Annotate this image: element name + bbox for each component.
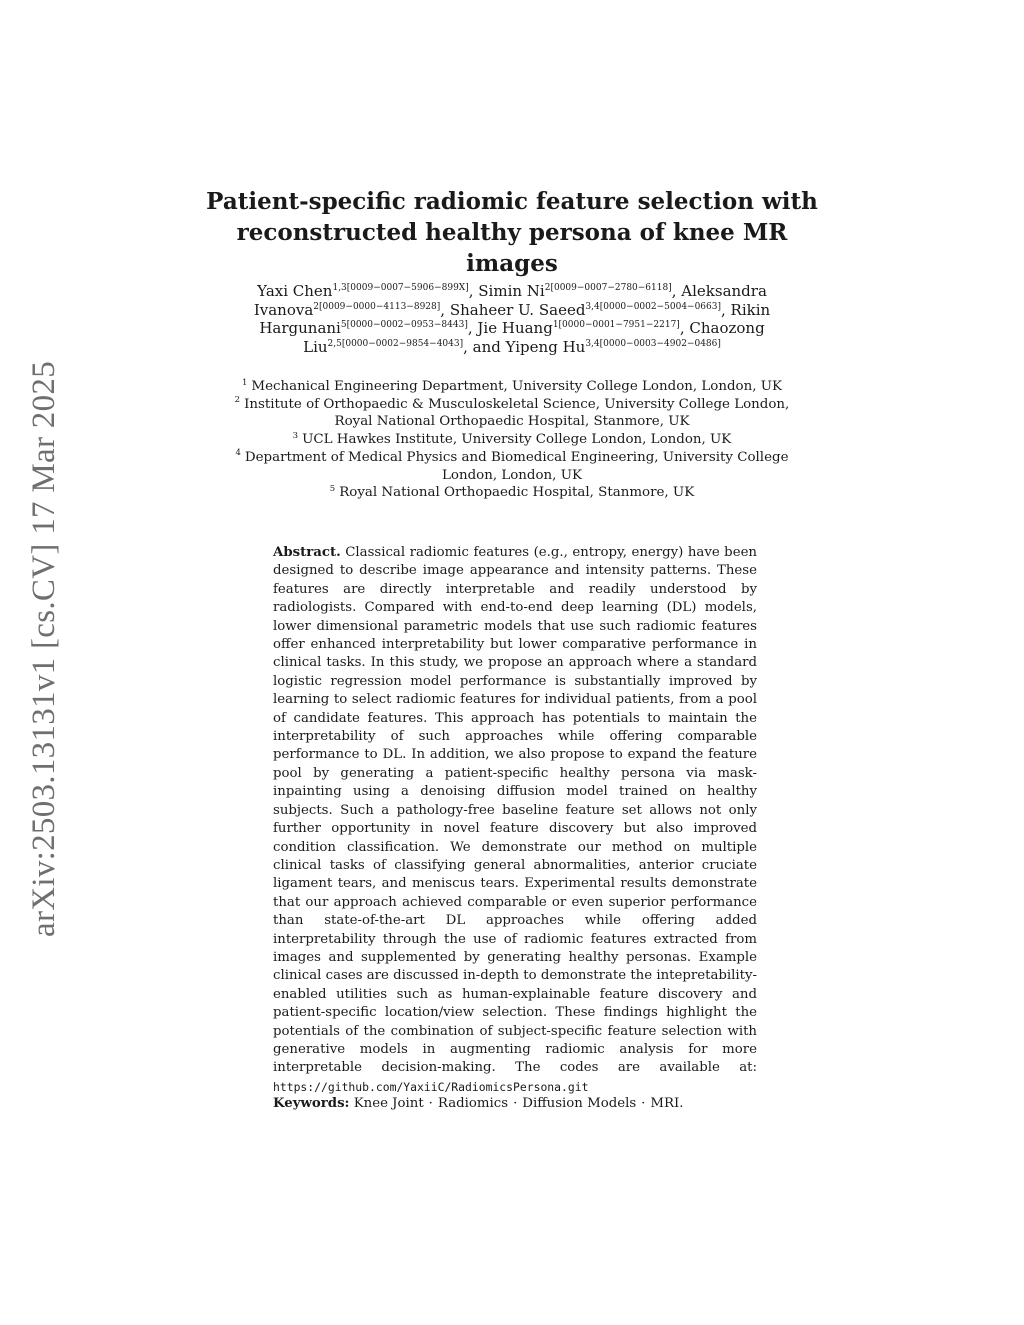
affiliation-text: Institute of Orthopaedic & Musculoskeletal Science, University College London, Royal National Orthopaedic Hospital, Stanmore, UK: [244, 396, 790, 430]
author-affiliation-marker: 1[0000−0001−7951−2217]: [552, 320, 680, 330]
affiliation-number: 2: [234, 395, 241, 406]
author-name: Shaheer U. Saeed: [449, 300, 586, 319]
author-name: Yaxi Chen: [257, 282, 333, 300]
author-name: Rikin Hargunani: [259, 300, 771, 337]
affiliation-list: [232, 378, 792, 502]
affiliation-text: Mechanical Engineering Department, University College London, London, UK: [251, 379, 783, 394]
keyword-item: Diffusion Models: [522, 1096, 637, 1111]
keywords-label: Keywords:: [273, 1096, 350, 1111]
arxiv-identifier: arXiv:2503.13131v1 [cs.CV] 17 Mar 2025: [26, 361, 62, 937]
author-name: Jie Huang: [477, 319, 553, 337]
abstract-label: Abstract.: [273, 545, 341, 560]
abstract: [273, 544, 757, 1097]
affiliation-number: 3: [292, 430, 299, 441]
affiliation-number: 4: [235, 448, 241, 459]
author-list: Yaxi Chen$^{1,3[0009-0007-5906-899X]}$, Simin $Ni^{2[0009-0007-2780-6118]}$, Aleksandra Ivanova$^{2[0009-0000-4113-8928]}$, Shaheer U. Saeed$^{3,4[0000-0002-5004-0663]}$, Rikin Hargunani$^{5[0000-0002-0953-8443]}$, Jie Huang$^{1[0000-0001-7951-2217]}$, Chaozong Liu$^{2,5[0000-0002-9854-4043]}$, and Yipeng $Hu^{3,4[0000-0003-4902-0486]}$: [253, 282, 771, 356]
author-affiliation-marker: 1,3[0009−0007−5906−899X]: [332, 283, 469, 293]
paper-title: Patient-specific radiomic feature selection with reconstructed healthy persona of knee MR images: [206, 188, 818, 277]
author-affiliation-marker: 5[0000−0002−0953−8443]: [340, 320, 468, 330]
affiliation-text: UCL Hawkes Institute, University College London, London, UK: [302, 432, 732, 448]
affiliation-item: [232, 484, 792, 502]
keywords: [273, 1095, 757, 1113]
code-repository-link[interactable]: https://github.com/YaxiiC/RadiomicsPersona.git: [273, 1079, 589, 1094]
affiliation-text: Royal National Orthopaedic Hospital, Stanmore, UK: [339, 485, 695, 501]
author-name: Simin Ni: [478, 282, 545, 300]
author-affiliation-marker: 2[0009−0000−4113−8928]: [313, 301, 441, 312]
keyword-separator: ·: [513, 1096, 518, 1111]
affiliation-item: [232, 431, 792, 449]
author-name: Aleksandra Ivanova: [253, 282, 767, 319]
affiliation-item: [232, 378, 792, 396]
author-affiliation-marker: 2,5[0000−0002−9854−4043]: [327, 338, 464, 349]
affiliation-text: Department of Medical Physics and Biomedical Engineering, University College London, London, UK: [244, 449, 789, 483]
affiliation-number: 1: [241, 377, 248, 388]
keyword-item: MRI.: [650, 1096, 684, 1111]
affiliation-item: [232, 396, 792, 431]
affiliation-number: 5: [329, 483, 336, 494]
keyword-separator: ·: [428, 1096, 433, 1111]
keyword-item: Radiomics: [437, 1096, 509, 1111]
author-name: Yipeng Hu: [505, 337, 586, 356]
keyword-item: Knee Joint: [353, 1096, 424, 1111]
author-affiliation-marker: 3,4[0000−0003−4902−0486]: [585, 338, 721, 349]
author-affiliation-marker: 3,4[0000−0002−5004−0663]: [585, 301, 721, 312]
author-affiliation-marker: 2[0009−0007−2780−6118]: [544, 283, 672, 293]
affiliation-item: [232, 449, 792, 484]
author-name: Chaozong Liu: [303, 319, 765, 356]
keyword-separator: ·: [641, 1096, 646, 1111]
abstract-text: Classical radiomic features (e.g., entropy, energy) have been designed to describe image appearance and intensity patterns. These features are directly interpretable and readily understood by radiologists. Compared with end-to-end deep learning (DL) models, lower dimensional parametric models that use such radiomic features offer enhanced interpretability but lower comparative performance in clinical tasks. In this study, we propose an approach where a standard logistic regression model performance is substantially improved by learning to select radiomic features for individual patients, from a pool of candidate features. This approach has potentials to maintain the interpretability of such approaches while offering comparable performance to DL. In addition, we also propose to expand the feature pool by generating a patient-specific healthy persona via mask-inpainting using a denoising diffusion model trained on healthy subjects. Such a pathology-free baseline feature set allows not only further opportunity in novel feature discovery but also improved condition classification. We demonstrate our method on multiple clinical tasks of classifying general abnormalities, anterior cruciate ligament tears, and meniscus tears. Experimental results demonstrate that our approach achieved comparable or even superior performance than state-of-the-art DL approaches while offering added interpretability through the use of radiomic features extracted from images and supplemented by generating healthy personas. Example clinical cases are discussed in-depth to demonstrate the intepretability-enabled utilities such as human-explainable feature discovery and patient-specific location/view selection. These findings highlight the potentials of the combination of subject-specific feature selection with generative models in augmenting radiomic analysis for more interpretable decision-making. The codes are available at:: [273, 545, 757, 1076]
